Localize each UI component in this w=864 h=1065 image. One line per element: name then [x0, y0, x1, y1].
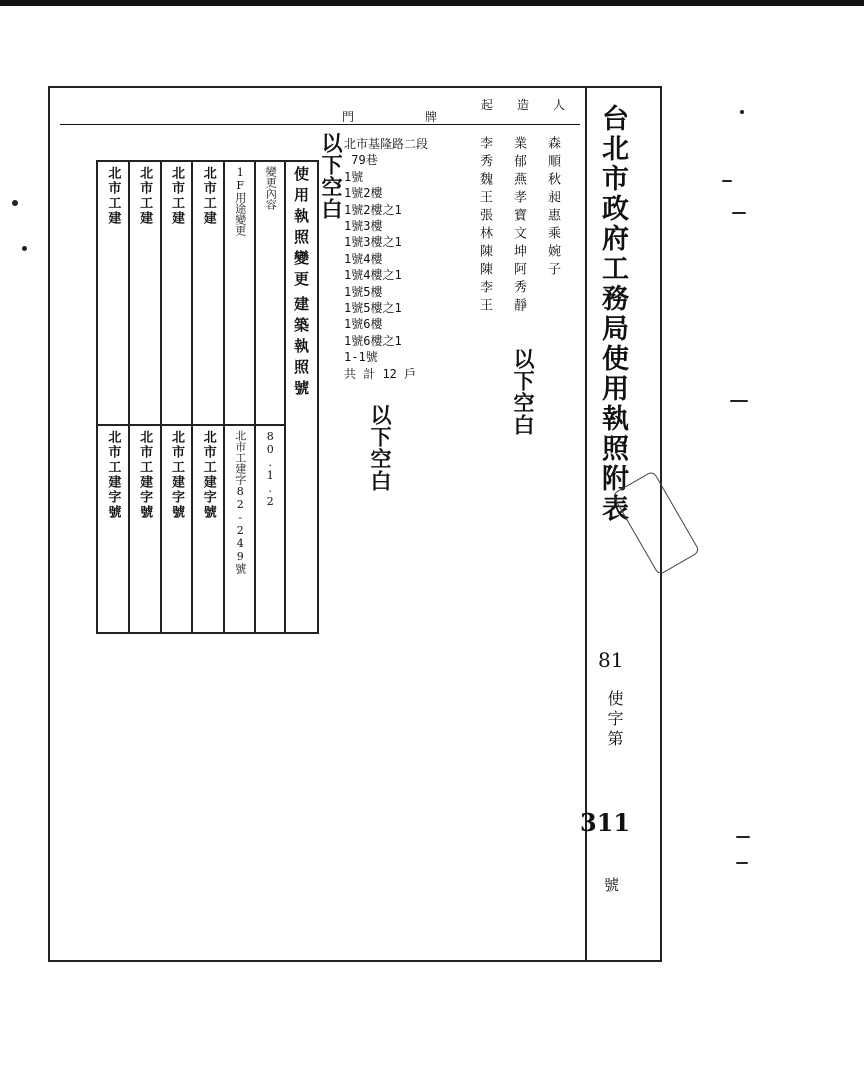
owner-name-column-3: 李秀魏王張林陳陳李王 [477, 136, 492, 316]
address-line: 79巷 [344, 153, 378, 168]
table-row [97, 161, 129, 425]
table-cell: 北市工建字號 [168, 430, 184, 520]
table-cell: 北市工建字號 [137, 430, 153, 520]
table-cell: 80.1.2 [263, 430, 277, 508]
table-header-cell [285, 161, 318, 633]
table-row [161, 161, 193, 425]
table-row [224, 425, 255, 633]
scan-speck [722, 180, 732, 182]
address-line: 1號4樓之1 [344, 268, 402, 283]
address-line: 1號2樓 [344, 186, 383, 201]
address-line: 1號5樓 [344, 284, 383, 299]
owner-name-column-1: 森順秋昶惠乘婉子 [545, 136, 560, 280]
address-list [344, 136, 428, 382]
table-row [255, 161, 285, 425]
address-line: 1號3樓之1 [344, 235, 402, 250]
document-number: 81 [598, 648, 624, 672]
header-door: 門 [342, 110, 355, 124]
table-cell: 北市工建 [105, 166, 121, 226]
address-line: 1號6樓之1 [344, 333, 402, 348]
table-header: 建築執照號 [292, 296, 310, 401]
table-row [97, 425, 129, 633]
header-people-2: 造 [517, 98, 530, 112]
license-suffix: 號 [604, 876, 620, 894]
blank-below-note: 以下空白 [368, 404, 393, 492]
table-row [192, 161, 224, 425]
header-people-1: 起 [481, 98, 494, 112]
scan-speck [12, 200, 18, 206]
table-cell: 北市工建 [137, 166, 153, 226]
scan-speck [736, 862, 748, 864]
table-row [192, 425, 224, 633]
header-number: 牌 [425, 110, 438, 124]
table-header: 使用執照變更 [292, 166, 310, 292]
table-cell: 北市工建字號 [200, 430, 216, 520]
address-line: 1號5樓之1 [344, 301, 402, 316]
table-row [129, 425, 161, 633]
change-content-header: 變更內容 [264, 166, 278, 210]
table-cell: 北市工建 [168, 166, 184, 226]
address-line: 1號6樓 [344, 317, 383, 332]
scan-speck [736, 836, 750, 838]
header-rule [60, 124, 580, 125]
blank-below-note: 以下空白 [511, 348, 536, 436]
table-cell: 北市工建 [200, 166, 216, 226]
address-line: 北市基隆路二段 [344, 137, 429, 151]
table-cell: 北市工建字82-249號 [233, 430, 247, 574]
document-title: 台北市政府工務局使用執照附表 [597, 104, 628, 524]
address-line: 1號2樓之1 [344, 202, 402, 217]
table-row [129, 161, 161, 425]
address-line: 1號 [344, 169, 364, 184]
scan-speck [740, 110, 744, 114]
address-line: 1號3樓 [344, 219, 383, 234]
scan-top-edge [0, 0, 864, 6]
address-line: 1-1號 [344, 350, 378, 365]
change-content-cell: 1F用途變更 [233, 166, 247, 236]
scan-speck [22, 246, 27, 251]
license-prefix: 使字第 [605, 690, 624, 750]
table-row [255, 425, 285, 633]
address-total: 共 計 12 戶 [344, 366, 417, 381]
scan-speck [732, 212, 746, 214]
address-line: 1號4樓 [344, 251, 383, 266]
table-row [161, 425, 193, 633]
scan-speck [730, 400, 748, 402]
owner-name-column-2: 業郁燕孝寶文坤阿秀靜 [511, 136, 526, 316]
license-serial: 311 [580, 808, 631, 837]
header-people-3: 人 [553, 98, 566, 112]
license-change-table [96, 160, 319, 632]
table-cell: 北市工建字號 [105, 430, 121, 520]
table-row [224, 161, 255, 425]
blank-below-note: 以下空白 [319, 132, 344, 220]
